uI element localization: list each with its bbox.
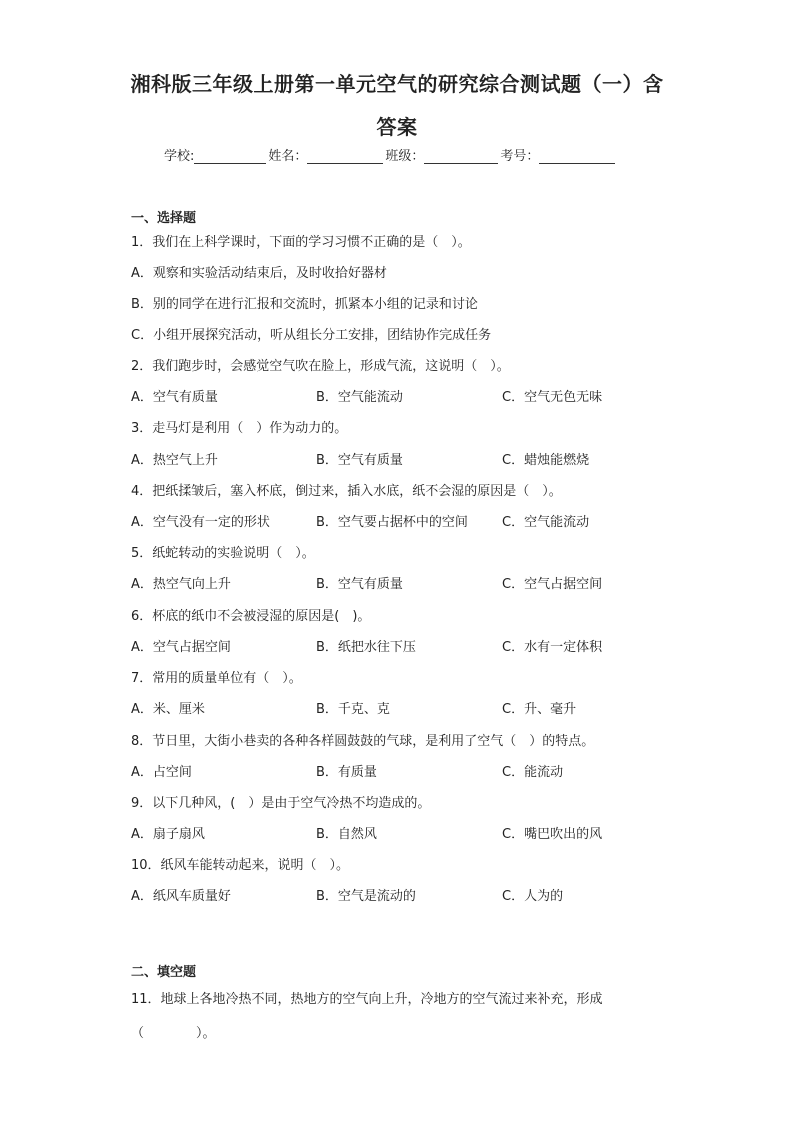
question-1-option-c: C．小组开展探究活动，听从组长分工安排，团结协作完成任务 bbox=[131, 328, 492, 343]
class-field bbox=[385, 145, 498, 164]
question-3-option-b: B．空气有质量 bbox=[316, 453, 403, 468]
question-11-line2: （ ）。 bbox=[131, 1026, 216, 1041]
question-5-option-c: C．空气占据空间 bbox=[502, 577, 603, 592]
class-label: 班级： bbox=[385, 149, 425, 164]
question-7-option-b: B．千克、克 bbox=[316, 702, 390, 717]
student-info-row bbox=[164, 145, 617, 164]
document-title-line2: 答案 bbox=[376, 115, 418, 139]
question-10-option-b: B．空气是流动的 bbox=[316, 889, 416, 904]
question-11-line1: 11．地球上各地冷热不同，热地方的空气向上升，冷地方的空气流过来补充，形成 bbox=[131, 992, 603, 1007]
question-4-option-c: C．空气能流动 bbox=[502, 515, 590, 530]
question-3-option-a: A．热空气上升 bbox=[131, 453, 218, 468]
question-2-option-a: A．空气有质量 bbox=[131, 390, 218, 405]
question-3-option-c: C．蜡烛能燃烧 bbox=[502, 453, 590, 468]
class-blank bbox=[424, 149, 498, 164]
question-6-option-b: B．纸把水往下压 bbox=[316, 640, 416, 655]
question-7-option-a: A．米、厘米 bbox=[131, 702, 205, 717]
question-9-option-b: B．自然风 bbox=[316, 827, 377, 842]
question-1-stem: 1．我们在上科学课时，下面的学习习惯不正确的是（ ）。 bbox=[131, 235, 471, 250]
question-8-option-b: B．有质量 bbox=[316, 765, 377, 780]
question-6-stem: 6．杯底的纸巾不会被浸湿的原因是( )。 bbox=[131, 609, 371, 624]
question-2-option-b: B．空气能流动 bbox=[316, 390, 403, 405]
question-9-option-a: A．扇子扇风 bbox=[131, 827, 205, 842]
question-8-option-a: A．占空间 bbox=[131, 765, 192, 780]
school-label: 学校: bbox=[164, 149, 195, 164]
question-10-stem: 10．纸风车能转动起来，说明（ ）。 bbox=[131, 858, 350, 873]
question-10-option-c: C．人为的 bbox=[502, 889, 564, 904]
question-2-stem: 2．我们跑步时，会感觉空气吹在脸上，形成气流，这说明（ ）。 bbox=[131, 359, 510, 374]
question-7-option-c: C．升、毫升 bbox=[502, 702, 577, 717]
name-field bbox=[268, 145, 383, 164]
question-6-option-a: A．空气占据空间 bbox=[131, 640, 231, 655]
school-field bbox=[164, 145, 266, 164]
name-blank bbox=[307, 149, 383, 164]
number-field bbox=[500, 145, 615, 164]
section-heading-fill: 二、填空题 bbox=[131, 965, 197, 980]
question-5-option-b: B．空气有质量 bbox=[316, 577, 403, 592]
school-blank bbox=[194, 149, 266, 164]
question-6-option-c: C．水有一定体积 bbox=[502, 640, 603, 655]
question-9-stem: 9．以下几种风，( ）是由于空气冷热不均造成的。 bbox=[131, 796, 431, 811]
section-heading-choice: 一、选择题 bbox=[131, 211, 197, 226]
question-1-option-b: B．别的同学在进行汇报和交流时，抓紧本小组的记录和讨论 bbox=[131, 297, 478, 312]
document-title-line1: 湘科版三年级上册第一单元空气的研究综合测试题（一）含 bbox=[130, 72, 664, 96]
name-label: 姓名： bbox=[268, 149, 308, 164]
question-7-stem: 7．常用的质量单位有（ ）。 bbox=[131, 671, 302, 686]
question-2-option-c: C．空气无色无味 bbox=[502, 390, 603, 405]
question-4-stem: 4．把纸揉皱后，塞入杯底，倒过来，插入水底，纸不会湿的原因是（ ）。 bbox=[131, 484, 562, 499]
number-blank bbox=[539, 149, 615, 164]
question-5-stem: 5．纸蛇转动的实验说明（ ）。 bbox=[131, 546, 315, 561]
number-label: 考号： bbox=[500, 149, 540, 164]
question-5-option-a: A．热空气向上升 bbox=[131, 577, 231, 592]
question-8-option-c: C．能流动 bbox=[502, 765, 564, 780]
question-10-option-a: A．纸风车质量好 bbox=[131, 889, 231, 904]
question-4-option-b: B．空气要占据杯中的空间 bbox=[316, 515, 468, 530]
question-9-option-c: C．嘴巴吹出的风 bbox=[502, 827, 603, 842]
question-3-stem: 3．走马灯是利用（ ）作为动力的。 bbox=[131, 421, 348, 436]
question-8-stem: 8．节日里，大街小巷卖的各种各样圆鼓鼓的气球，是利用了空气（ ）的特点。 bbox=[131, 734, 595, 749]
question-1-option-a: A．观察和实验活动结束后，及时收拾好器材 bbox=[131, 266, 387, 281]
question-4-option-a: A．空气没有一定的形状 bbox=[131, 515, 270, 530]
